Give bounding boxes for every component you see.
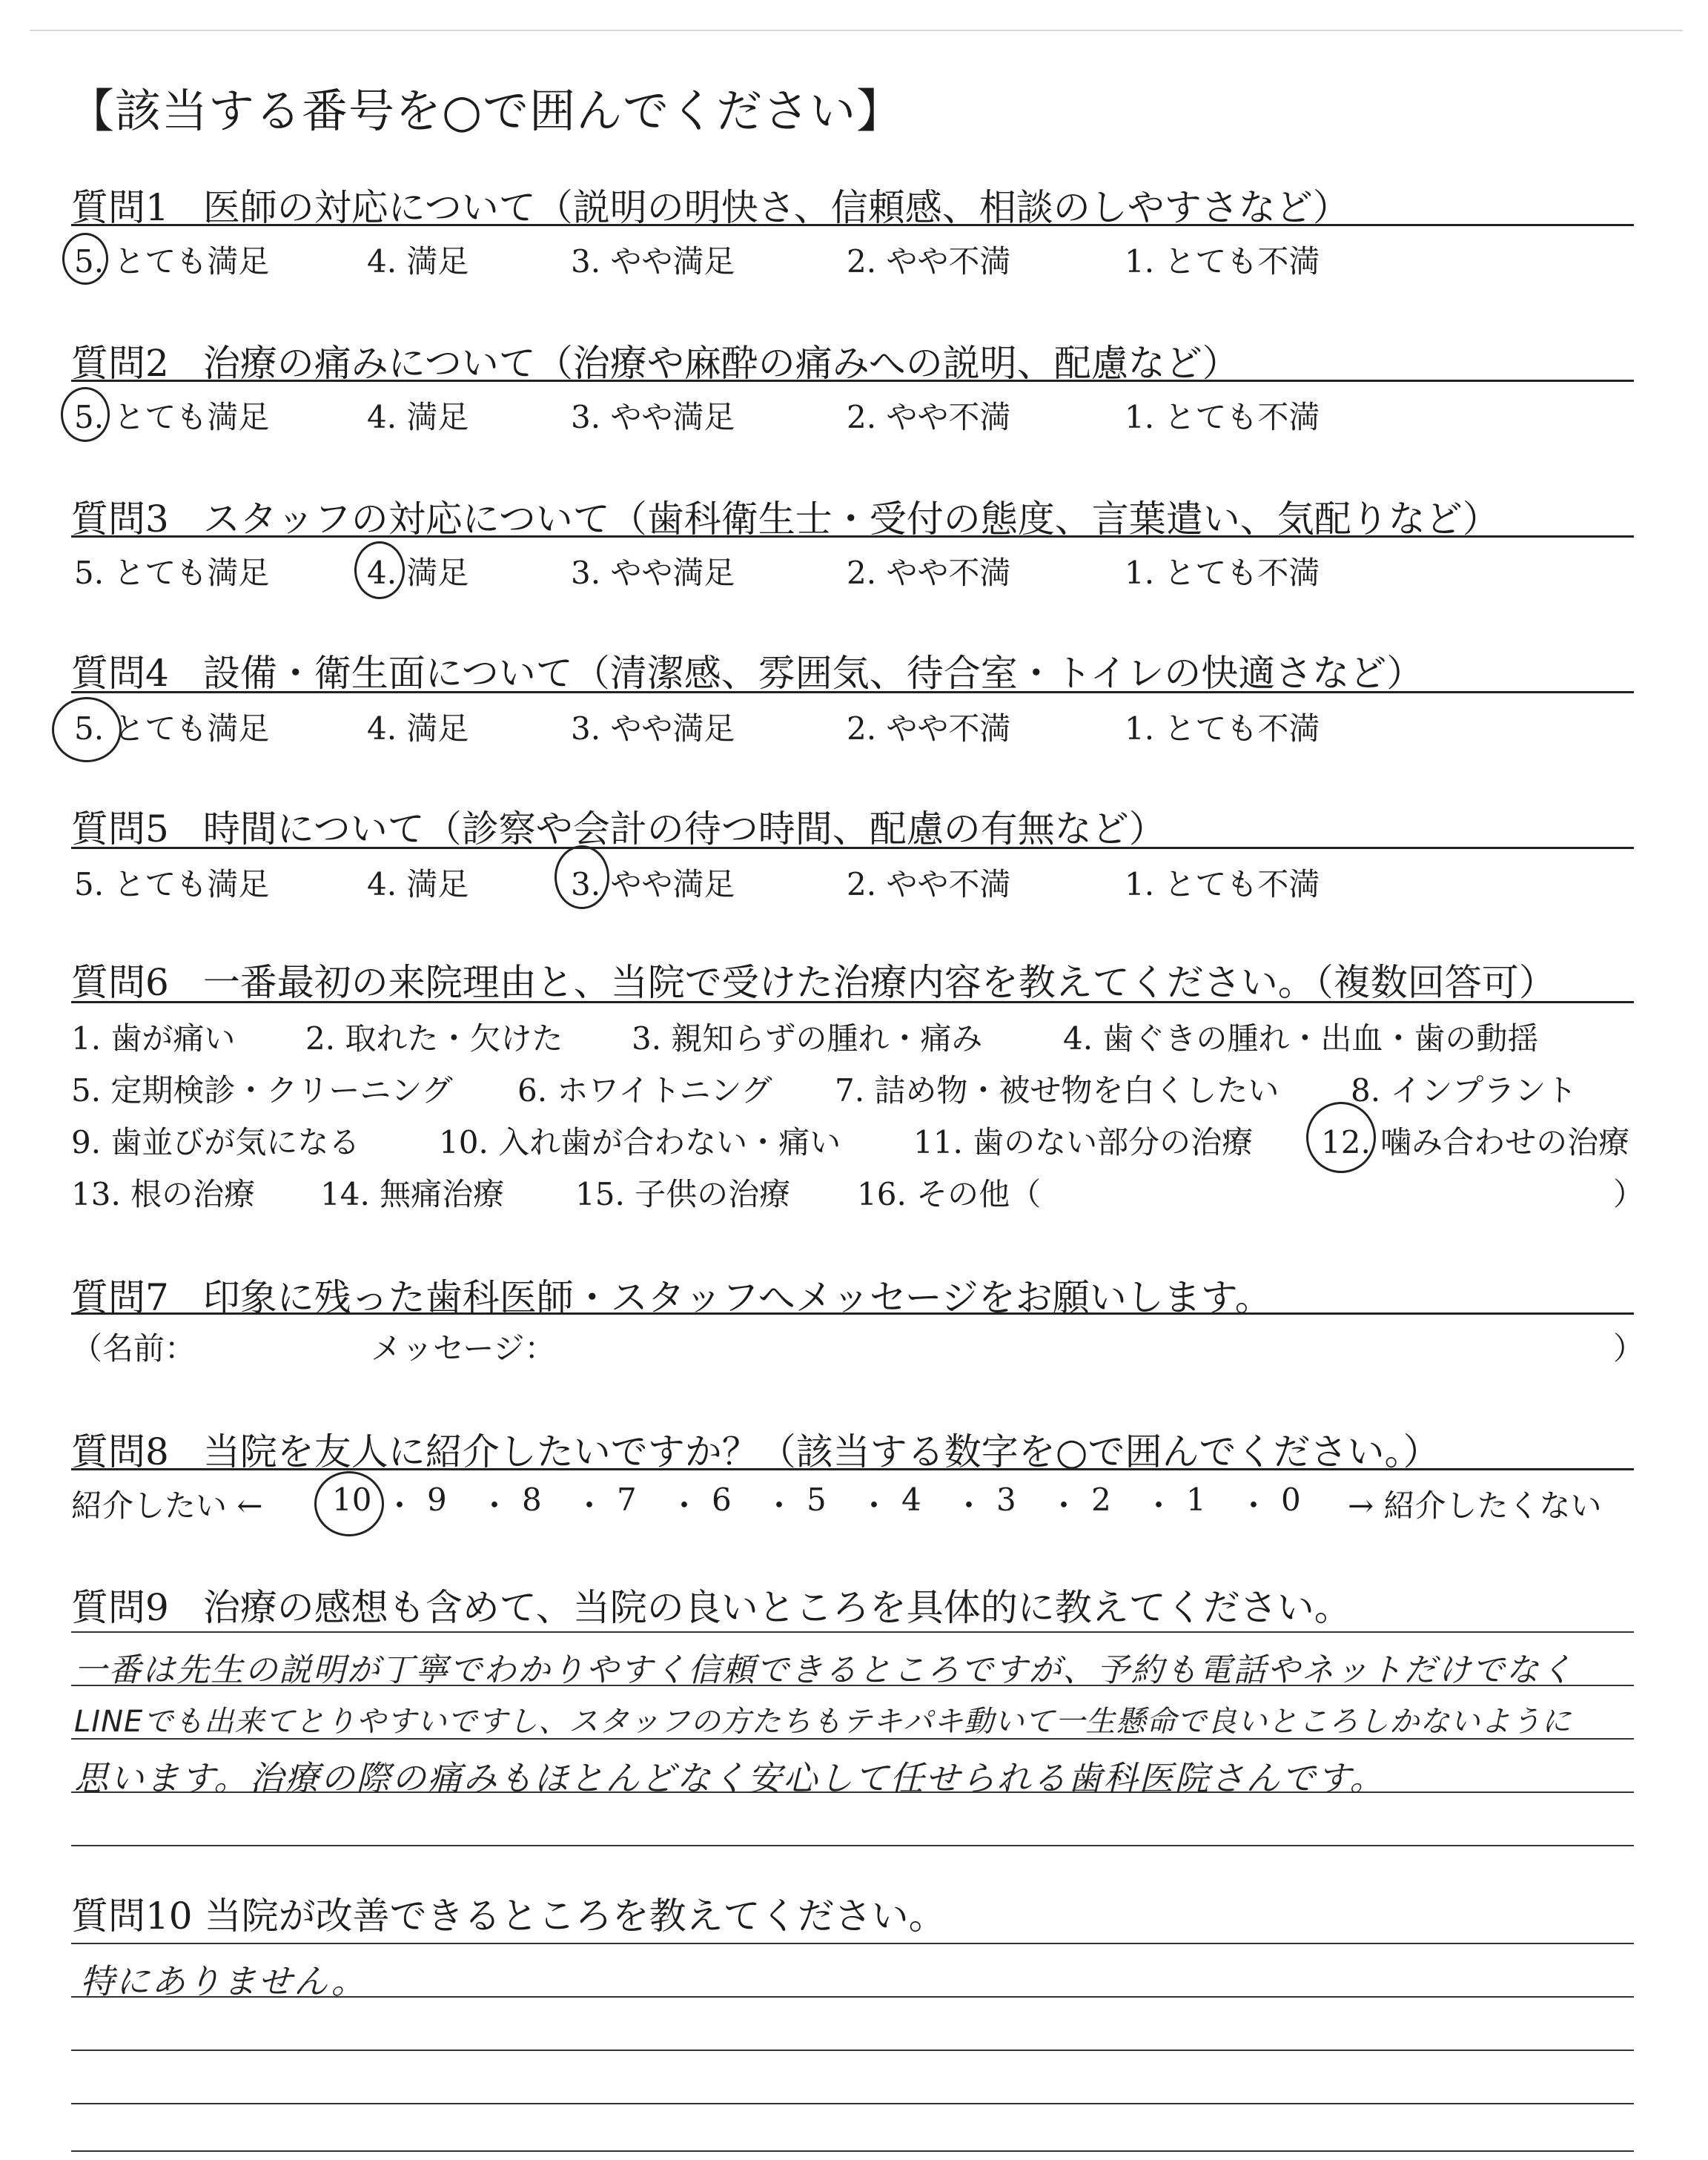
name-label: （名前： [71, 1330, 196, 1367]
reason-option-15[interactable]: 15. 子供の治療 [575, 1176, 791, 1212]
reason-option-8[interactable]: 8. インプラント [1351, 1072, 1578, 1109]
question-rule [71, 224, 1634, 226]
question-text: 当院を友人に紹介したいですか？（該当する数字を○で囲んでください。） [202, 1430, 1440, 1473]
question-rule [71, 380, 1634, 382]
handwritten-answer-line-2: LINEでも出来てとりやすいですし、スタッフの方たちもテキパキ動いて一生懸命で良いところしかないように [74, 1705, 1572, 1739]
score-separator: ・ [479, 1487, 511, 1524]
option-1[interactable]: 1. とても不満 [1125, 243, 1320, 280]
question-text: 一番最初の来院理由と、当院で受けた治療内容を教えてください。（複数回答可） [202, 961, 1556, 1004]
handwritten-answer-line-3: 思います。治療の際の痛みもほとんどなく安心して任せられる歯科医院さんです。 [74, 1758, 1386, 1798]
handwritten-answer-line-1: 一番は先生の説明が丁寧でわかりやすく信頼できるところですが、予約も電話やネットだけでなく [74, 1651, 1575, 1689]
reason-option-6[interactable]: 6. ホワイトニング [517, 1072, 772, 1109]
question-rule [71, 535, 1634, 538]
question-rule [71, 1468, 1634, 1470]
question-text: 設備・衛生面について（清潔感、雰囲気、待合室・トイレの快適さなど） [202, 652, 1424, 695]
option-1[interactable]: 1. とても不満 [1125, 555, 1320, 591]
recommend-left-label: 紹介したい ← [71, 1487, 263, 1524]
option-4[interactable]: 4. 満足 [367, 555, 469, 591]
question-text: 時間について（診察や会計の待つ時間、配慮の有無など） [202, 807, 1166, 851]
other-close-paren: ） [1613, 1176, 1645, 1212]
question-9 [71, 1578, 1351, 1631]
reason-option-10[interactable]: 10. 入れ歯が合わない・痛い [439, 1124, 841, 1160]
question-text: 印象に残った歯科医師・スタッフへメッセージをお願いします。 [202, 1276, 1272, 1319]
score-1[interactable]: 1 [1186, 1482, 1206, 1518]
question-text: 治療の痛みについて（治療や麻酔の痛みへの説明、配慮など） [202, 342, 1239, 385]
option-3[interactable]: 3. やや満足 [571, 555, 735, 591]
option-2[interactable]: 2. やや不満 [847, 399, 1011, 435]
question-rule [71, 1001, 1634, 1003]
answer-line [71, 2050, 1634, 2051]
score-separator: ・ [574, 1487, 606, 1524]
question-label: 質問5 [71, 807, 169, 851]
answer-line [71, 2103, 1634, 2104]
answer-line [71, 1631, 1634, 1633]
score-3[interactable]: 3 [996, 1482, 1016, 1518]
question-label: 質問4 [71, 652, 169, 695]
question-label: 質問6 [71, 961, 169, 1004]
question-text: 当院が改善できるところを教えてください。 [204, 1895, 946, 1938]
reason-option-7[interactable]: 7. 詰め物・被せ物を白くしたい [835, 1072, 1280, 1109]
message-close-paren: ） [1613, 1330, 1645, 1367]
option-3[interactable]: 3. やや満足 [571, 243, 735, 280]
score-4[interactable]: 4 [901, 1482, 921, 1518]
reason-option-2[interactable]: 2. 取れた・欠けた [305, 1020, 563, 1057]
question-rule [71, 691, 1634, 693]
score-0[interactable]: 0 [1281, 1482, 1301, 1518]
reason-option-12[interactable]: 12. 噛み合わせの治療 [1321, 1124, 1630, 1160]
reason-option-4[interactable]: 4. 歯ぐきの腫れ・出血・歯の動揺 [1063, 1020, 1539, 1057]
score-separator: ・ [669, 1487, 701, 1524]
score-6[interactable]: 6 [712, 1482, 732, 1518]
option-4[interactable]: 4. 満足 [367, 710, 469, 747]
option-5[interactable]: 5. とても満足 [74, 555, 270, 591]
selection-circle [52, 697, 122, 762]
question-rule [71, 847, 1634, 849]
option-1[interactable]: 1. とても不満 [1125, 866, 1320, 902]
question-rule [71, 1312, 1634, 1315]
reason-option-9[interactable]: 9. 歯並びが気になる [71, 1124, 360, 1160]
question-label: 質問9 [71, 1586, 169, 1629]
option-2[interactable]: 2. やや不満 [847, 866, 1011, 902]
option-4[interactable]: 4. 満足 [367, 243, 469, 280]
reason-option-1[interactable]: 1. 歯が痛い [71, 1020, 236, 1057]
top-border [30, 30, 1683, 31]
reason-option-11[interactable]: 11. 歯のない部分の治療 [913, 1124, 1254, 1160]
question-5 [71, 799, 1166, 853]
reason-option-13[interactable]: 13. 根の治療 [71, 1176, 256, 1212]
answer-line [71, 1845, 1634, 1846]
question-label: 質問3 [71, 498, 169, 541]
score-5[interactable]: 5 [807, 1482, 827, 1518]
option-2[interactable]: 2. やや不満 [847, 555, 1011, 591]
option-1[interactable]: 1. とても不満 [1125, 710, 1320, 747]
question-label: 質問7 [71, 1276, 169, 1319]
handwritten-answer-line-1: 特にありません。 [80, 1961, 367, 2001]
selection-circle [354, 541, 405, 599]
score-separator: ・ [1238, 1487, 1270, 1524]
selection-circle [314, 1471, 384, 1536]
score-8[interactable]: 8 [522, 1482, 542, 1518]
question-6 [71, 953, 1556, 1006]
option-1[interactable]: 1. とても不満 [1125, 399, 1320, 435]
score-separator: ・ [764, 1487, 795, 1524]
reason-option-5[interactable]: 5. 定期検診・クリーニング [71, 1072, 453, 1109]
question-text: スタッフの対応について（歯科衛生士・受付の態度、言葉遣い、気配りなど） [202, 498, 1500, 541]
answer-line [71, 1943, 1634, 1944]
selection-circle [555, 845, 609, 909]
score-separator: ・ [1048, 1487, 1080, 1524]
selection-circle [61, 387, 110, 442]
question-4 [71, 644, 1423, 697]
score-separator: ・ [953, 1487, 985, 1524]
message-label: メッセージ： [371, 1330, 556, 1367]
reason-option-3[interactable]: 3. 親知らずの腫れ・痛み [632, 1020, 983, 1057]
question-10 [71, 1886, 946, 1940]
score-separator: ・ [858, 1487, 890, 1524]
score-9[interactable]: 9 [427, 1482, 447, 1518]
option-3[interactable]: 3. やや満足 [571, 710, 735, 747]
score-7[interactable]: 7 [617, 1482, 637, 1518]
option-5[interactable]: 5. とても満足 [74, 866, 270, 902]
reason-option-14[interactable]: 14. 無痛治療 [320, 1176, 505, 1212]
page-title: 【該当する番号を○で囲んでください】 [68, 84, 904, 138]
question-label: 質問1 [71, 186, 169, 229]
selection-circle [62, 233, 108, 285]
option-4[interactable]: 4. 満足 [367, 866, 469, 902]
option-3[interactable]: 3. やや満足 [571, 866, 735, 902]
question-label: 質問10 [71, 1895, 193, 1938]
reason-option-16[interactable]: 16. その他（ [857, 1176, 1042, 1212]
option-5[interactable]: 5. とても満足 [74, 243, 270, 280]
recommend-right-label: → 紹介したくない [1348, 1487, 1602, 1524]
score-10[interactable]: 10 [332, 1482, 372, 1518]
score-separator: ・ [1143, 1487, 1175, 1524]
score-separator: ・ [384, 1487, 416, 1524]
answer-line [71, 2150, 1634, 2152]
option-4[interactable]: 4. 満足 [367, 399, 469, 435]
selection-circle [1306, 1102, 1376, 1173]
question-label: 質問2 [71, 342, 169, 385]
question-text: 医師の対応について（説明の明快さ、信頼感、相談のしやすさなど） [202, 186, 1350, 229]
question-label: 質問8 [71, 1430, 169, 1473]
option-5[interactable]: 5. とても満足 [74, 399, 270, 435]
score-2[interactable]: 2 [1091, 1482, 1111, 1518]
option-3[interactable]: 3. やや満足 [571, 399, 735, 435]
option-2[interactable]: 2. やや不満 [847, 243, 1011, 280]
option-5[interactable]: 5. とても満足 [74, 710, 270, 747]
question-text: 治療の感想も含めて、当院の良いところを具体的に教えてください。 [202, 1586, 1351, 1629]
option-2[interactable]: 2. やや不満 [847, 710, 1011, 747]
